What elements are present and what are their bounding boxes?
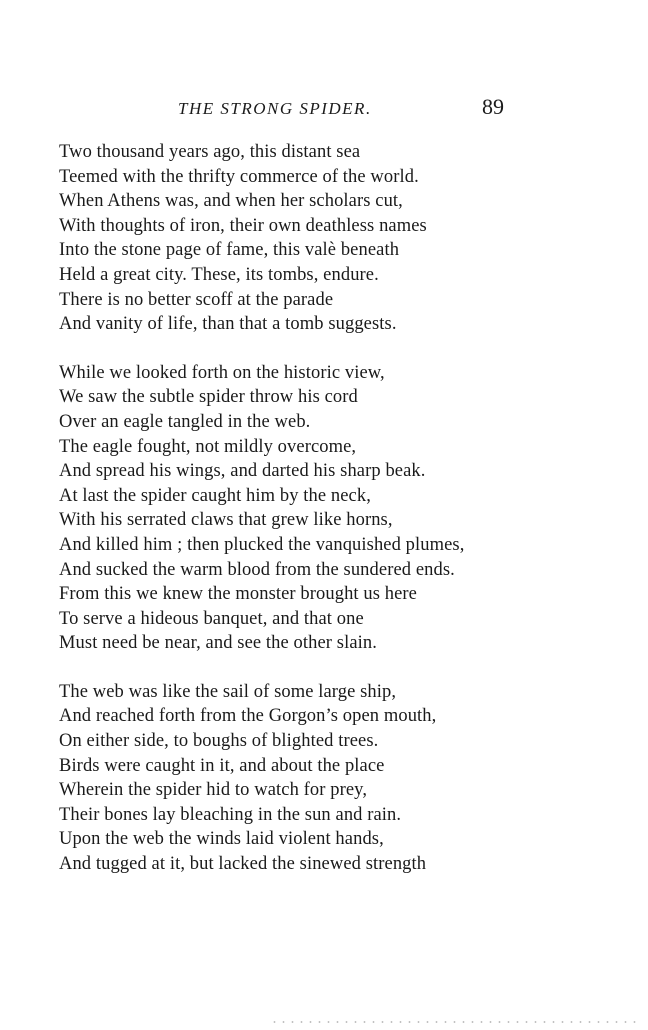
verse-line: Upon the web the winds laid violent hands, xyxy=(59,829,384,850)
verse-line: At last the spider caught him by the neck, xyxy=(59,485,371,506)
verse-line: Over an eagle tangled in the web. xyxy=(59,411,311,432)
verse-line: On either side, to boughs of blighted trees. xyxy=(59,731,379,752)
verse-line: To serve a hideous banquet, and that one xyxy=(59,608,364,629)
verse-line: Their bones lay bleaching in the sun and rain. xyxy=(59,804,402,825)
running-title: THE STRONG SPIDER. xyxy=(178,99,372,118)
verse-line: We saw the subtle spider throw his cord xyxy=(59,387,358,408)
verse-line: Into the stone page of fame, this valè beneath xyxy=(59,240,400,261)
verse-line: And killed him ; then plucked the vanquished plumes, xyxy=(59,534,465,555)
verse-line: While we looked forth on the historic view, xyxy=(59,362,385,383)
verse-line: From this we knew the monster brought us here xyxy=(59,584,417,605)
scan-artifact-dots xyxy=(270,1020,640,1024)
verse-line: And tugged at it, but lacked the sinewed strength xyxy=(59,854,427,875)
verse-line: And reached forth from the Gorgon’s open mouth, xyxy=(59,706,437,727)
running-head xyxy=(0,96,648,126)
stanza-3 xyxy=(59,680,619,877)
verse-line: Must need be near, and see the other slain. xyxy=(59,633,377,654)
verse-line: The eagle fought, not mildly overcome, xyxy=(59,436,357,457)
verse-line: When Athens was, and when her scholars cut, xyxy=(59,191,403,212)
page-number: 89 xyxy=(482,94,504,119)
verse-line: And spread his wings, and darted his sharp beak. xyxy=(59,461,426,482)
verse-line: And vanity of life, than that a tomb suggests. xyxy=(59,314,397,335)
verse-line: Wherein the spider hid to watch for prey, xyxy=(59,780,368,801)
verse-line: Birds were caught in it, and about the place xyxy=(59,755,385,776)
verse-line: The web was like the sail of some large ship, xyxy=(59,681,397,702)
verse-line: With thoughts of iron, their own deathless names xyxy=(59,215,427,236)
stanza-2 xyxy=(59,361,619,656)
verse-line: Teemed with the thrifty commerce of the world. xyxy=(59,166,419,187)
verse-line: Held a great city. These, its tombs, endure. xyxy=(59,264,379,285)
verse-line: With his serrated claws that grew like horns, xyxy=(59,510,393,531)
poem-body xyxy=(59,140,619,877)
verse-line: Two thousand years ago, this distant sea xyxy=(59,142,361,162)
verse-line: And sucked the warm blood from the sundered ends. xyxy=(59,559,455,580)
verse-line: There is no better scoff at the parade xyxy=(59,289,334,310)
stanza-1 xyxy=(59,140,619,337)
